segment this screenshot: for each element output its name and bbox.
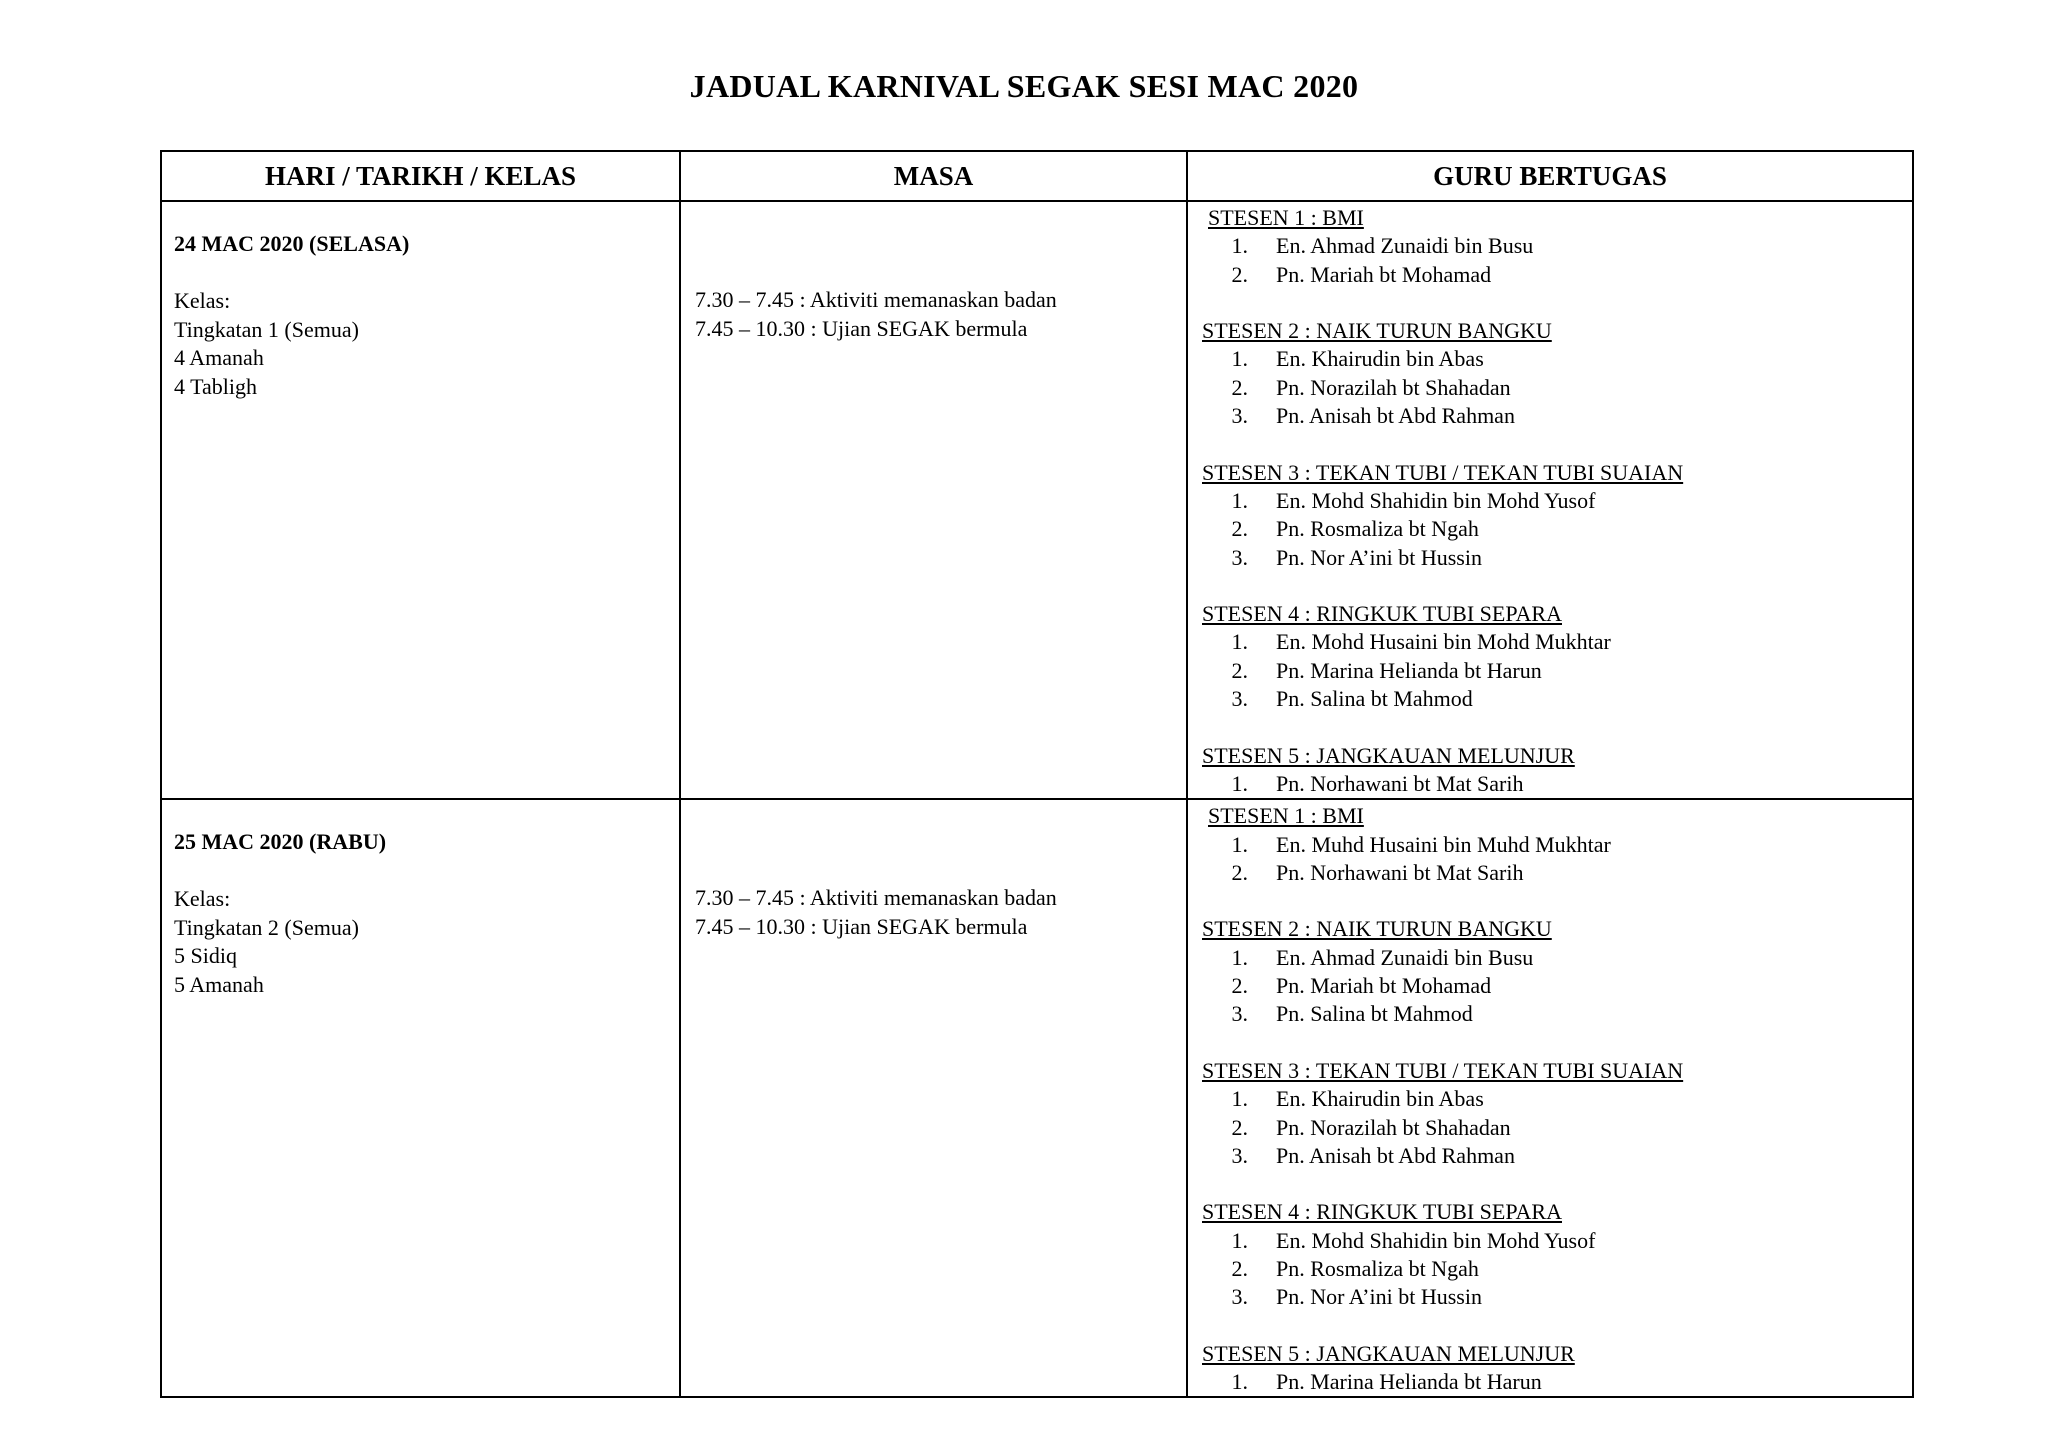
masa-info	[681, 800, 1186, 941]
teacher-item	[1202, 374, 1912, 402]
station-title: STESEN 3 : TEKAN TUBI / TEKAN TUBI SUAIAN	[1202, 459, 1684, 485]
masa-info	[681, 202, 1186, 343]
teacher-number: 1.	[1231, 944, 1248, 970]
teacher-item	[1202, 944, 1912, 972]
teacher-item	[1202, 487, 1912, 515]
guru-cell	[1187, 799, 1913, 1397]
station-block	[1202, 459, 1912, 572]
teacher-name: En. Khairudin bin Abas	[1276, 346, 1484, 372]
masa-line: 7.30 – 7.45 : Aktiviti memanaskan badan	[695, 287, 1057, 312]
class-item: 5 Sidiq	[174, 943, 237, 969]
masa-cell	[680, 799, 1187, 1397]
teacher-item	[1202, 657, 1912, 685]
teacher-number: 1.	[1231, 770, 1248, 796]
teacher-item	[1202, 544, 1912, 572]
class-item: Tingkatan 1 (Semua)	[174, 316, 359, 342]
teacher-name: Pn. Norazilah bt Shahadan	[1276, 1114, 1511, 1140]
teacher-name: Pn. Salina bt Mahmod	[1276, 686, 1473, 712]
teacher-number: 2.	[1231, 374, 1248, 400]
teacher-list	[1202, 345, 1912, 430]
teacher-name: En. Mohd Shahidin bin Mohd Yusof	[1276, 487, 1596, 513]
teacher-number: 2.	[1231, 973, 1248, 999]
class-item: Tingkatan 2 (Semua)	[174, 914, 359, 940]
day-date: 25 MAC 2020 (RABU)	[174, 829, 387, 855]
teacher-name: Pn. Rosmaliza bt Ngah	[1276, 1255, 1479, 1281]
teacher-name: En. Khairudin bin Abas	[1276, 1086, 1484, 1112]
teacher-item	[1202, 831, 1912, 859]
teacher-item	[1202, 345, 1912, 373]
teacher-item	[1202, 685, 1912, 713]
teacher-item	[1202, 261, 1912, 289]
teacher-item	[1202, 232, 1912, 260]
teacher-number: 1.	[1231, 1369, 1248, 1395]
teacher-number: 1.	[1231, 233, 1248, 259]
teacher-list	[1202, 1227, 1912, 1312]
teacher-item	[1202, 1085, 1912, 1113]
day-row	[161, 799, 1913, 1397]
teacher-list	[1202, 770, 1912, 798]
day-row	[161, 201, 1913, 799]
teacher-number: 1.	[1231, 1227, 1248, 1253]
day-date: 24 MAC 2020 (SELASA)	[174, 231, 410, 256]
teacher-item	[1202, 515, 1912, 543]
station-block	[1202, 802, 1912, 887]
day-cell	[161, 201, 680, 799]
header-hari-tarikh-kelas: HARI / TARIKH / KELAS	[161, 151, 680, 201]
teacher-number: 1.	[1231, 1086, 1248, 1112]
teacher-name: Pn. Nor A’ini bt Hussin	[1276, 544, 1482, 570]
teacher-name: Pn. Anisah bt Abd Rahman	[1276, 1142, 1515, 1168]
station-title: STESEN 5 : JANGKAUAN MELUNJUR	[1202, 1340, 1575, 1366]
teacher-name: Pn. Salina bt Mahmod	[1276, 1001, 1473, 1027]
teacher-list	[1202, 1085, 1912, 1170]
guru-info	[1188, 800, 1912, 1396]
kelas-label: Kelas:	[174, 288, 231, 313]
teacher-number: 2.	[1231, 859, 1248, 885]
teacher-item	[1202, 1142, 1912, 1170]
station-title: STESEN 2 : NAIK TURUN BANGKU	[1202, 916, 1552, 942]
teacher-number: 1.	[1231, 629, 1248, 655]
teacher-name: Pn. Norhawani bt Mat Sarih	[1276, 770, 1524, 796]
teacher-name: Pn. Anisah bt Abd Rahman	[1276, 403, 1515, 429]
teacher-item	[1202, 628, 1912, 656]
page-title: JADUAL KARNIVAL SEGAK SESI MAC 2020	[689, 68, 1359, 104]
teacher-number: 1.	[1231, 346, 1248, 372]
teacher-number: 2.	[1231, 1114, 1248, 1140]
teacher-number: 2.	[1231, 516, 1248, 542]
teacher-name: Pn. Marina Helianda bt Harun	[1276, 1369, 1542, 1395]
teacher-number: 2.	[1231, 657, 1248, 683]
class-item: 4 Tabligh	[174, 373, 257, 399]
teacher-number: 3.	[1231, 544, 1248, 570]
station-block	[1202, 317, 1912, 430]
guru-cell	[1187, 201, 1913, 799]
teacher-item	[1202, 972, 1912, 1000]
masa-line: 7.45 – 10.30 : Ujian SEGAK bermula	[695, 315, 1028, 341]
schedule-body	[161, 201, 1913, 1397]
class-item: 5 Amanah	[174, 971, 264, 997]
station-title: STESEN 5 : JANGKAUAN MELUNJUR	[1202, 742, 1575, 768]
teacher-item	[1202, 402, 1912, 430]
teacher-item	[1202, 1227, 1912, 1255]
teacher-name: Pn. Mariah bt Mohamad	[1276, 261, 1492, 287]
teacher-name: Pn. Mariah bt Mohamad	[1276, 973, 1492, 999]
masa-cell	[680, 201, 1187, 799]
teacher-number: 1.	[1231, 487, 1248, 513]
masa-line: 7.45 – 10.30 : Ujian SEGAK bermula	[695, 913, 1028, 939]
station-title: STESEN 1 : BMI	[1208, 205, 1364, 230]
teacher-number: 3.	[1231, 1284, 1248, 1310]
station-block	[1202, 600, 1912, 713]
teacher-item	[1202, 1368, 1912, 1396]
teacher-number: 2.	[1231, 261, 1248, 287]
station-block	[1202, 1198, 1912, 1311]
teacher-name: Pn. Nor A’ini bt Hussin	[1276, 1284, 1482, 1310]
teacher-list	[1202, 487, 1912, 572]
teacher-list	[1202, 1368, 1912, 1396]
teacher-item	[1202, 859, 1912, 887]
teacher-list	[1202, 628, 1912, 713]
header-row	[161, 151, 1913, 201]
teacher-name: En. Muhd Husaini bin Muhd Mukhtar	[1276, 831, 1611, 857]
masa-line: 7.30 – 7.45 : Aktiviti memanaskan badan	[695, 885, 1057, 911]
station-title: STESEN 1 : BMI	[1208, 803, 1364, 829]
header-masa: MASA	[680, 151, 1187, 201]
schedule-table	[160, 150, 1914, 1398]
teacher-name: Pn. Norhawani bt Mat Sarih	[1276, 859, 1524, 885]
teacher-item	[1202, 1255, 1912, 1283]
teacher-number: 3.	[1231, 1001, 1248, 1027]
station-block	[1202, 742, 1912, 799]
teacher-item	[1202, 770, 1912, 798]
teacher-name: En. Mohd Husaini bin Mohd Mukhtar	[1276, 629, 1611, 655]
teacher-name: Pn. Norazilah bt Shahadan	[1276, 374, 1511, 400]
station-block	[1202, 915, 1912, 1028]
teacher-number: 3.	[1231, 403, 1248, 429]
station-title: STESEN 2 : NAIK TURUN BANGKU	[1202, 318, 1552, 344]
kelas-label: Kelas:	[174, 886, 231, 912]
teacher-name: Pn. Marina Helianda bt Harun	[1276, 657, 1542, 683]
day-info	[162, 202, 679, 401]
teacher-number: 3.	[1231, 1142, 1248, 1168]
teacher-item	[1202, 1114, 1912, 1142]
teacher-list	[1202, 944, 1912, 1029]
teacher-number: 2.	[1231, 1255, 1248, 1281]
teacher-list	[1202, 232, 1912, 289]
header-guru-bertugas: GURU BERTUGAS	[1187, 151, 1913, 201]
teacher-name: En. Ahmad Zunaidi bin Busu	[1276, 944, 1534, 970]
day-cell	[161, 799, 680, 1397]
station-block	[1202, 1340, 1912, 1397]
class-item: 4 Amanah	[174, 345, 264, 370]
station-block	[1202, 204, 1912, 289]
teacher-list	[1202, 831, 1912, 888]
station-title: STESEN 3 : TEKAN TUBI / TEKAN TUBI SUAIAN	[1202, 1057, 1684, 1083]
teacher-name: Pn. Rosmaliza bt Ngah	[1276, 516, 1479, 542]
station-block	[1202, 1057, 1912, 1170]
teacher-number: 3.	[1231, 686, 1248, 712]
station-title: STESEN 4 : RINGKUK TUBI SEPARA	[1202, 601, 1562, 627]
teacher-name: En. Ahmad Zunaidi bin Busu	[1276, 233, 1534, 259]
station-title: STESEN 4 : RINGKUK TUBI SEPARA	[1202, 1199, 1562, 1225]
day-info	[162, 800, 679, 999]
guru-info	[1188, 202, 1912, 798]
teacher-item	[1202, 1283, 1912, 1311]
teacher-number: 1.	[1231, 831, 1248, 857]
teacher-name: En. Mohd Shahidin bin Mohd Yusof	[1276, 1227, 1596, 1253]
teacher-item	[1202, 1000, 1912, 1028]
